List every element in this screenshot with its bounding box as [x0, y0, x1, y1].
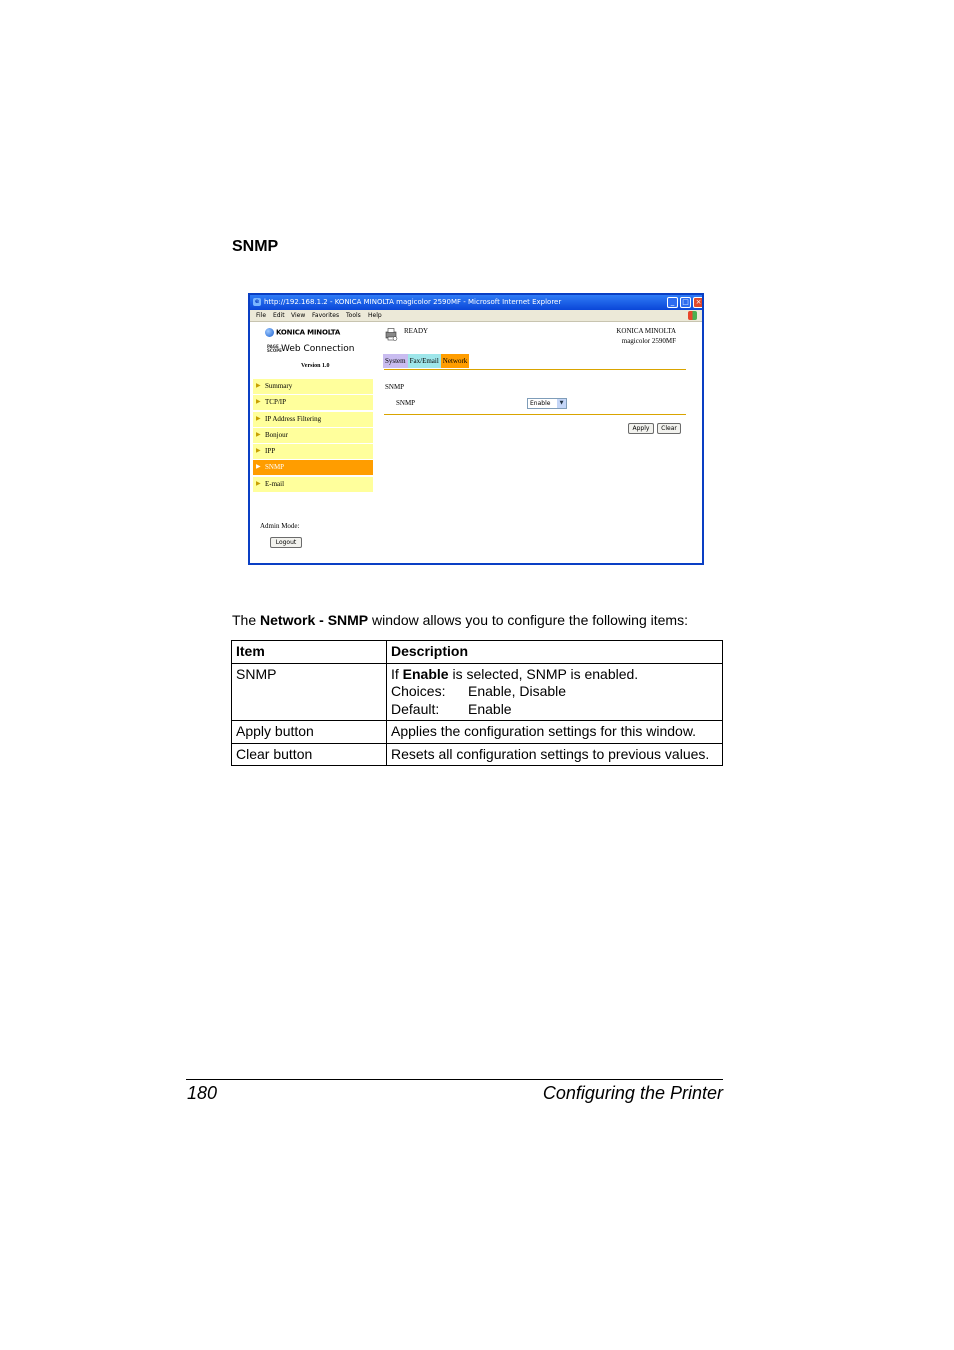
settings-table	[231, 640, 723, 766]
sidebar-item-email[interactable]: ▶ E-mail	[253, 477, 373, 492]
sidebar-nav	[253, 379, 373, 493]
chevron-down-icon[interactable]: ▼	[557, 399, 566, 408]
footer-rule	[186, 1079, 723, 1080]
tab-network[interactable]: Network	[441, 354, 470, 368]
printer-model	[616, 326, 676, 346]
section-heading: SNMP	[232, 238, 279, 255]
snmp-field-label: SNMP	[396, 399, 416, 407]
arrow-icon: ▶	[256, 464, 261, 471]
sidebar-item-snmp[interactable]: ▶ SNMP	[253, 460, 373, 475]
pagescope-icon: PAGE SCOPE	[267, 343, 282, 353]
arrow-icon: ▶	[256, 383, 261, 389]
window-title: http://192.168.1.2 - KONICA MINOLTA magicolor 2590MF - Microsoft Internet Explorer	[264, 298, 562, 306]
header-description: Description	[387, 641, 723, 664]
model-line-2: magicolor 2590MF	[621, 337, 676, 345]
windows-logo-icon	[688, 311, 697, 320]
tab-bar	[383, 354, 469, 368]
web-connection-logo: PAGE SCOPEWeb Connection	[267, 343, 355, 354]
arrow-icon: ▶	[256, 415, 261, 422]
menu-help[interactable]: Help	[368, 312, 382, 319]
arrow-icon: ▶	[256, 399, 261, 406]
page-number: 180	[187, 1083, 218, 1103]
maximize-icon[interactable]: □	[680, 297, 691, 308]
tab-system[interactable]: System	[383, 354, 408, 368]
menu-tools[interactable]: Tools	[346, 312, 361, 319]
close-icon[interactable]: ×	[693, 297, 704, 308]
page-content	[250, 322, 702, 565]
tab-divider	[384, 369, 686, 370]
logout-button[interactable]: Logout	[270, 537, 302, 548]
row-snmp-item: SNMP	[232, 663, 387, 721]
sidebar-item-summary[interactable]: ▶ Summary	[253, 379, 373, 394]
clear-button[interactable]: Clear	[657, 423, 681, 434]
table-row	[232, 663, 723, 721]
menu-file[interactable]: File	[256, 312, 267, 319]
snmp-section-title: SNMP	[385, 383, 405, 391]
row-clear-item: Clear button	[232, 743, 387, 766]
minimize-icon[interactable]: _	[667, 297, 678, 308]
row-clear-description: Resets all configuration settings to previous values.	[387, 743, 723, 766]
snmp-select[interactable]	[527, 398, 567, 409]
admin-mode-label: Admin Mode:	[260, 522, 300, 530]
tab-fax-email[interactable]: Fax/Email	[408, 354, 441, 368]
arrow-icon: ▶	[256, 448, 261, 455]
sidebar-item-ip-address-filtering[interactable]: ▶ IP Address Filtering	[253, 412, 373, 427]
menu-edit[interactable]: Edit	[273, 312, 285, 319]
menu-bar	[250, 310, 702, 322]
globe-icon	[265, 328, 274, 337]
menu-favorites[interactable]: Favorites	[312, 312, 340, 319]
table-header-row	[232, 641, 723, 664]
version-label: Version 1.0	[301, 363, 330, 369]
menu-view[interactable]: View	[291, 312, 306, 319]
sidebar-item-tcpip[interactable]: ▶ TCP/IP	[253, 395, 373, 410]
snmp-select-value: Enable	[530, 400, 551, 407]
browser-window	[248, 293, 704, 565]
row-apply-item: Apply button	[232, 721, 387, 744]
intro-paragraph: The Network - SNMP window allows you to configure the following items:	[232, 612, 688, 628]
printer-status: READY	[404, 327, 429, 335]
sidebar-item-ipp[interactable]: ▶ IPP	[253, 444, 373, 459]
printer-icon	[384, 327, 398, 341]
arrow-icon: ▶	[256, 480, 261, 487]
section-divider	[384, 414, 686, 415]
row-apply-description: Applies the configuration settings for this window.	[387, 721, 723, 744]
apply-button[interactable]: Apply	[628, 423, 654, 434]
brand-logo: KONICA MINOLTA	[265, 328, 340, 337]
table-row	[232, 743, 723, 766]
header-item: Item	[232, 641, 387, 664]
title-bar	[250, 295, 702, 310]
sidebar-item-bonjour[interactable]: ▶ Bonjour	[253, 428, 373, 443]
row-snmp-description: If Enable is selected, SNMP is enabled. Choices: Enable, Disable Default: Enable	[387, 663, 723, 721]
chapter-title: Configuring the Printer	[542, 1083, 723, 1103]
arrow-icon: ▶	[256, 431, 261, 438]
ie-icon: e	[254, 298, 260, 305]
table-row	[232, 721, 723, 744]
model-line-1: KONICA MINOLTA	[616, 327, 676, 335]
